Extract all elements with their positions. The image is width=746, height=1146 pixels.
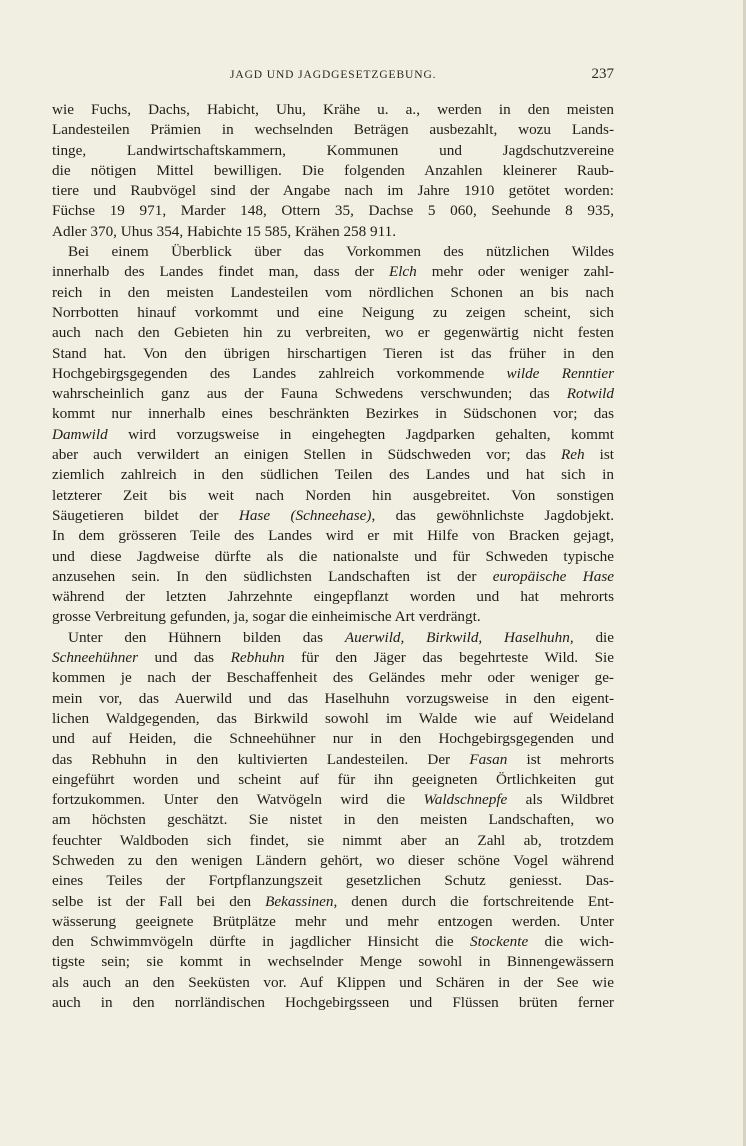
text-run: aber auch verwildert an einigen Stellen in Südschweden vor; das	[52, 446, 561, 464]
page-number: 237	[591, 66, 614, 82]
text-line	[52, 871, 614, 891]
text-line	[52, 283, 614, 303]
text-line	[52, 425, 614, 445]
text-line	[52, 486, 614, 506]
text-line	[52, 242, 614, 262]
text-line	[52, 303, 614, 323]
text-run: anzusehen sein. In den südlichsten Landschaften ist der	[52, 567, 493, 585]
text-run: wässerung geeignete Brütplätze mehr und mehr entzogen werden. Unter	[52, 912, 614, 930]
italic-term: Reh	[560, 446, 585, 464]
text-run: die nötigen Mittel bewilligen. Die folgenden Anzahlen kleinerer Raub-	[52, 161, 614, 179]
italic-term: Auerwild, Birkwild, Haselhuhn,	[344, 628, 574, 646]
text-run: wie Fuchs, Dachs, Habicht, Uhu, Krähe u. a., werden in den meisten	[52, 101, 614, 118]
text-line	[52, 648, 614, 668]
italic-term: Bekassinen	[265, 892, 334, 910]
text-run: selbe ist der Fall bei den	[52, 892, 266, 910]
text-line	[52, 384, 614, 404]
text-line	[52, 262, 614, 282]
running-head	[52, 66, 614, 86]
text-line	[52, 141, 614, 161]
italic-term: Rotwild	[566, 385, 614, 403]
italic-term: europäische Hase	[492, 567, 614, 585]
text-line	[52, 912, 614, 932]
text-line	[52, 100, 614, 120]
text-run: , das gewöhnlichste Jagdobjekt.	[371, 506, 615, 524]
text-line	[52, 851, 614, 871]
text-line	[52, 810, 614, 830]
text-line	[52, 506, 614, 526]
text-run: als auch an den Seeküsten vor. Auf Klippen und Schären in der See wie	[52, 973, 614, 991]
text-line	[52, 323, 614, 343]
text-run: tigste sein; sie kommt in wechselnder Menge sowohl in Binnengewässern	[52, 953, 614, 971]
text-run: und diese Jagdweise dürfte als die nationalste und für Schweden typische	[52, 547, 614, 565]
text-run: auch in den norrländischen Hochgebirgsseen und Flüssen brüten ferner	[52, 994, 614, 1012]
text-run: wird vorzugsweise in eingehegten Jagdparken gehalten, kommt	[107, 425, 614, 443]
text-run: tiere und Raubvögel sind der Angabe nach im Jahre 1910 getötet worden:	[52, 182, 614, 200]
text-line	[52, 222, 614, 242]
text-run: Norrbotten hinauf vorkommt und eine Neigung zu zeigen scheint, sich	[52, 303, 614, 321]
text-run: den Schwimmvögeln dürfte in jagdlicher Hinsicht die	[52, 933, 470, 951]
text-line	[52, 344, 614, 364]
text-line	[52, 628, 614, 648]
text-line	[52, 709, 614, 729]
text-run: fortzukommen. Unter den Watvögeln wird die	[52, 791, 424, 809]
text-line	[52, 932, 614, 952]
text-run: ziemlich zahlreich in den südlichen Teilen des Landes und hat sich in	[52, 466, 614, 484]
text-run: kommt nur innerhalb eines beschränkten Bezirkes in Südschonen vor; das	[52, 405, 614, 423]
text-line	[52, 770, 614, 790]
text-run: Stand hat. Von den übrigen hirschartigen Tieren ist das früher in den	[52, 344, 614, 362]
text-run: Adler 370, Uhus 354, Habichte 15 585, Krähen 258 911.	[52, 222, 397, 240]
text-run: reich in den meisten Landesteilen vom nördlichen Schonen an bis nach	[52, 283, 614, 301]
text-line	[52, 201, 614, 221]
italic-term: Waldschnepfe	[423, 791, 508, 809]
italic-term: Hase (Schneehase)	[238, 506, 372, 524]
text-line	[52, 831, 614, 851]
text-run: lichen Waldgegenden, das Birkwild sowohl im Walde wie auf Weideland	[52, 709, 614, 727]
text-run: tinge, Landwirtschaftskammern, Kommunen und Jagdschutzvereine	[52, 141, 614, 159]
text-run: Bei einem Überblick über das Vorkommen des nützlichen Wildes	[68, 243, 614, 261]
italic-term: Fasan	[469, 750, 508, 768]
text-line	[52, 729, 614, 749]
text-line	[52, 587, 614, 607]
text-line	[52, 526, 614, 546]
text-line	[52, 952, 614, 972]
text-run: die	[573, 628, 614, 646]
italic-term: Damwild	[52, 425, 108, 443]
text-run: innerhalb des Landes findet man, dass der	[52, 263, 389, 281]
text-line	[52, 181, 614, 201]
text-run: eingeführt worden und scheint auf für ihn geeigneten Örtlichkeiten gut	[52, 770, 614, 788]
text-line	[52, 364, 614, 384]
text-run: ist	[584, 446, 614, 464]
text-run: wahrscheinlich ganz aus der Fauna Schwedens verschwunden; das	[52, 385, 567, 403]
text-line	[52, 689, 614, 709]
text-line	[52, 790, 614, 810]
text-line	[52, 973, 614, 993]
text-line	[52, 465, 614, 485]
text-run: als Wildbret	[507, 791, 615, 809]
text-run: In dem grösseren Teile des Landes wird er mit Hilfe von Bracken gejagt,	[52, 527, 614, 545]
body-text	[52, 100, 614, 1013]
text-line	[52, 445, 614, 465]
italic-term: Stockente	[470, 933, 529, 951]
italic-term: wilde Renntier	[506, 364, 614, 382]
text-run: Füchse 19 971, Marder 148, Ottern 35, Dachse 5 060, Seehunde 8 935,	[52, 202, 614, 220]
text-run: auch nach den Gebieten hin zu verbreiten, wo er gegenwärtig nicht festen	[52, 324, 614, 342]
text-line	[52, 668, 614, 688]
text-line	[52, 404, 614, 424]
text-run: Schweden zu den wenigen Ländern gehört, wo dieser schöne Vogel während	[52, 851, 614, 869]
text-run: mehr oder weniger zahl-	[416, 263, 614, 281]
text-run: mein vor, das Auerwild und das Haselhuhn vorzugsweise in den eigent-	[52, 689, 614, 707]
text-line	[52, 161, 614, 181]
text-run: Säugetieren bildet der	[52, 506, 239, 524]
text-line	[52, 607, 614, 627]
text-line	[52, 993, 614, 1013]
text-run: Landesteilen Prämien in wechselnden Beträgen ausbezahlt, wozu Lands-	[52, 121, 614, 139]
text-run: letzterer Zeit bis weit nach Norden hin ausgebreitet. Von sonstigen	[52, 486, 614, 504]
text-run: Hochgebirgsgegenden des Landes zahlreich vorkommende	[52, 364, 507, 382]
italic-term: Rebhuhn	[230, 649, 285, 667]
text-run: grosse Verbreitung gefunden, ja, sogar die einheimische Art verdrängt.	[52, 608, 481, 626]
italic-term: Elch	[388, 263, 417, 281]
text-line	[52, 892, 614, 912]
text-run: am höchsten geschätzt. Sie nistet in den meisten Landschaften, wo	[52, 811, 614, 829]
text-run: während der letzten Jahrzehnte eingepflanzt worden und hat mehrorts	[52, 588, 614, 606]
text-run: , denen durch die fortschreitende Ent-	[333, 892, 614, 910]
text-run: für den Jäger das begehrteste Wild. Sie	[284, 649, 614, 667]
text-line	[52, 567, 614, 587]
text-run: kommen je nach der Beschaffenheit des Geländes mehr oder weniger ge-	[52, 669, 614, 687]
text-line	[52, 120, 614, 140]
text-run: feuchter Waldboden sich findet, sie nimmt aber an Zahl ab, trotzdem	[52, 831, 614, 849]
text-line	[52, 750, 614, 770]
running-title: JAGD UND JAGDGESETZGEBUNG.	[230, 69, 437, 81]
text-run: und auf Heiden, die Schneehühner nur in den Hochgebirgsgegenden und	[52, 730, 614, 748]
text-run: Unter den Hühnern bilden das	[68, 628, 345, 646]
text-run: und das	[138, 649, 231, 667]
text-run: die wich-	[528, 933, 614, 951]
text-run: ist mehrorts	[507, 750, 614, 768]
text-run: das Rebhuhn in den kultivierten Landesteilen. Der	[52, 750, 470, 768]
italic-term: Schneehühner	[52, 649, 139, 667]
text-run: eines Teiles der Fortpflanzungszeit gesetzlichen Schutz geniesst. Das-	[52, 872, 614, 890]
text-line	[52, 547, 614, 567]
